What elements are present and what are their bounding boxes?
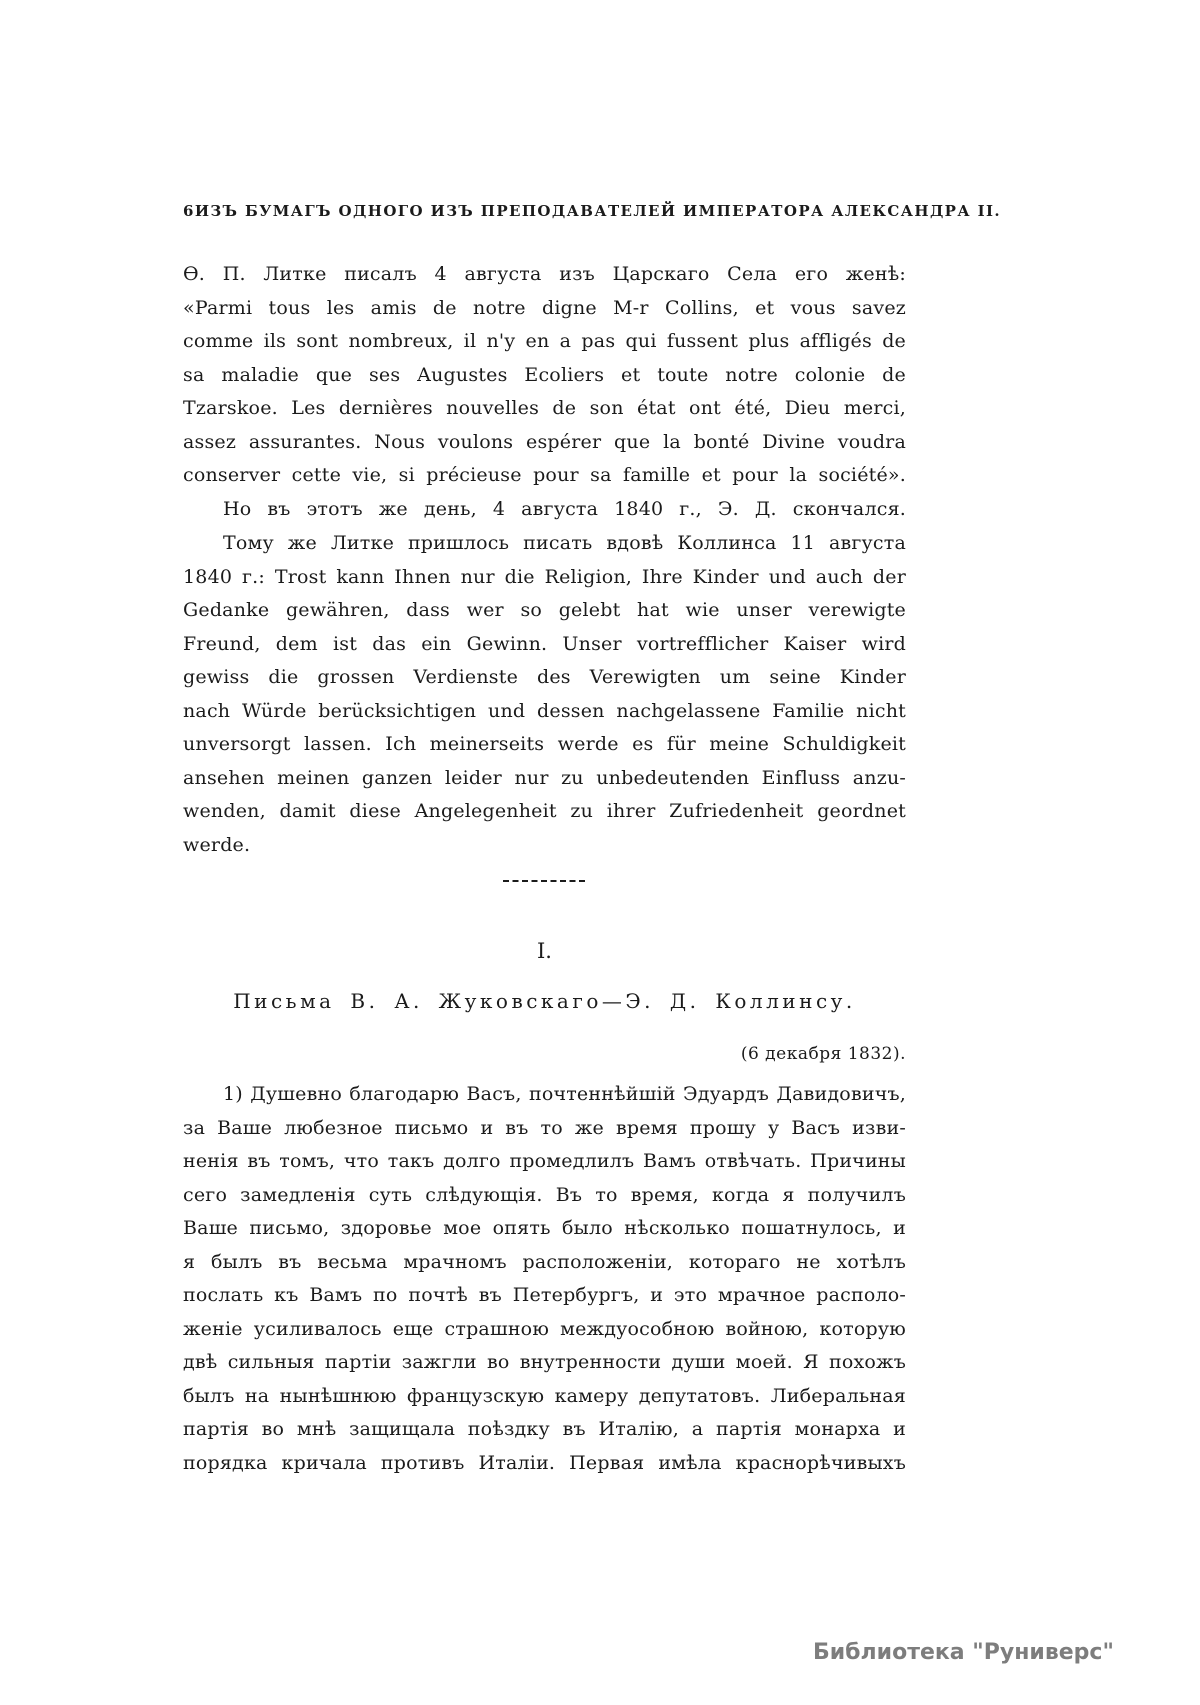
dashed-section-divider: [503, 880, 585, 882]
text-line: wenden, damit diese Angelegenheit zu ihrer Zufriedenheit geordnet: [183, 800, 906, 822]
text-line: assez assurantes. Nous voulons espérer que la bonté Divine voudra: [183, 430, 906, 453]
text-line: 1840 г.: Trost kann Ihnen nur die Religion, Ihre Kinder und auch der: [183, 565, 906, 588]
letter-body: [183, 1078, 906, 1480]
text-line: gewiss die grossen Verdienste des Verewigten um seine Kinder: [183, 666, 906, 688]
paragraph-litke-letter: [183, 258, 906, 493]
text-line: двѣ сильныя партіи зажгли во внутренности души моей. Я похожъ: [183, 1351, 906, 1373]
running-header: [183, 202, 1002, 220]
text-line: Тому же Литке пришлось писать вдовѣ Коллинса 11 августа: [223, 532, 906, 554]
text-line: sa maladie que ses Augustes Ecoliers et toute notre colonie de: [183, 363, 906, 386]
text-line: comme ils sont nombreux, il n'y en a pas qui fussent plus affligés de: [183, 330, 906, 352]
letter-date: (6 декабря 1832).: [740, 1044, 906, 1064]
paragraph-death-note: [183, 493, 906, 527]
text-line: я былъ въ весьма мрачномъ расположеніи, котораго не хотѣлъ: [183, 1250, 906, 1273]
text-line: Freund, dem ist das ein Gewinn. Unser vortrefflicher Kaiser wird: [183, 632, 906, 655]
library-watermark: Библиотека "Руниверс": [813, 1640, 1114, 1665]
text-line: nach Würde berücksichtigen und dessen nachgelassene Familie nicht: [183, 699, 906, 722]
running-title: ИЗЪ БУМАГЪ ОДНОГО ИЗЪ ПРЕПОДАВАТЕЛЕЙ ИМПЕРАТОРА АЛЕКСАНДРА II.: [194, 202, 1002, 220]
text-line: порядка кричала противъ Италіи. Первая имѣла краснорѣчивыхъ: [183, 1451, 906, 1474]
page-number: 6: [183, 202, 195, 220]
section-title: Письма В. А. Жуковскаго—Э. Д. Коллинсу.: [233, 989, 856, 1013]
text-line: Gedanke gewähren, dass wer so gelebt hat wie unser verewigte: [183, 599, 906, 621]
text-line: Tzarskoe. Les dernières nouvelles de son état ont été, Dieu merci,: [183, 397, 906, 419]
text-line: 1) Душевно благодарю Васъ, почтеннѣйшій Эдуардъ Давидовичъ,: [223, 1083, 906, 1105]
text-line: Ваше письмо, здоровье мое опять было нѣсколько пошатнулось, и: [183, 1217, 906, 1239]
text-line: Но въ этотъ же день, 4 августа 1840 г., Э. Д. скончался.: [223, 498, 906, 520]
text-line: сего замедленія суть слѣдующія. Въ то время, когда я получилъ: [183, 1183, 906, 1206]
text-line: ненія въ томъ, что такъ долго промедлилъ Вамъ отвѣчать. Причины: [183, 1150, 906, 1172]
text-line: «Parmi tous les amis de notre digne M-r Collins, et vous savez: [183, 296, 906, 319]
text-line: за Ваше любезное письмо и въ то же время прошу у Васъ изви-: [183, 1116, 906, 1139]
paragraph-widow-letter: [183, 527, 906, 862]
section-number: I.: [537, 939, 552, 963]
text-line: Ѳ. П. Литке писалъ 4 августа изъ Царскаго Села его женѣ:: [183, 263, 906, 285]
text-line: послать къ Вамъ по почтѣ въ Петербургъ, и это мрачное располо-: [183, 1284, 906, 1306]
text-line: werde.: [183, 833, 251, 856]
text-line: былъ на нынѣшнюю французскую камеру депутатовъ. Либеральная: [183, 1384, 906, 1407]
text-line: unversorgt lassen. Ich meinerseits werde es für meine Schuldigkeit: [183, 733, 906, 755]
text-line: conserver cette vie, si précieuse pour sa famille et pour la société».: [183, 464, 906, 486]
text-line: партія во мнѣ защищала поѣздку въ Италію, а партія монарха и: [183, 1418, 906, 1440]
text-line: ansehen meinen ganzen leider nur zu unbedeutenden Einfluss anzu-: [183, 766, 906, 789]
text-line: женіе усиливалось еще страшною междуособною войною, которую: [183, 1317, 906, 1340]
